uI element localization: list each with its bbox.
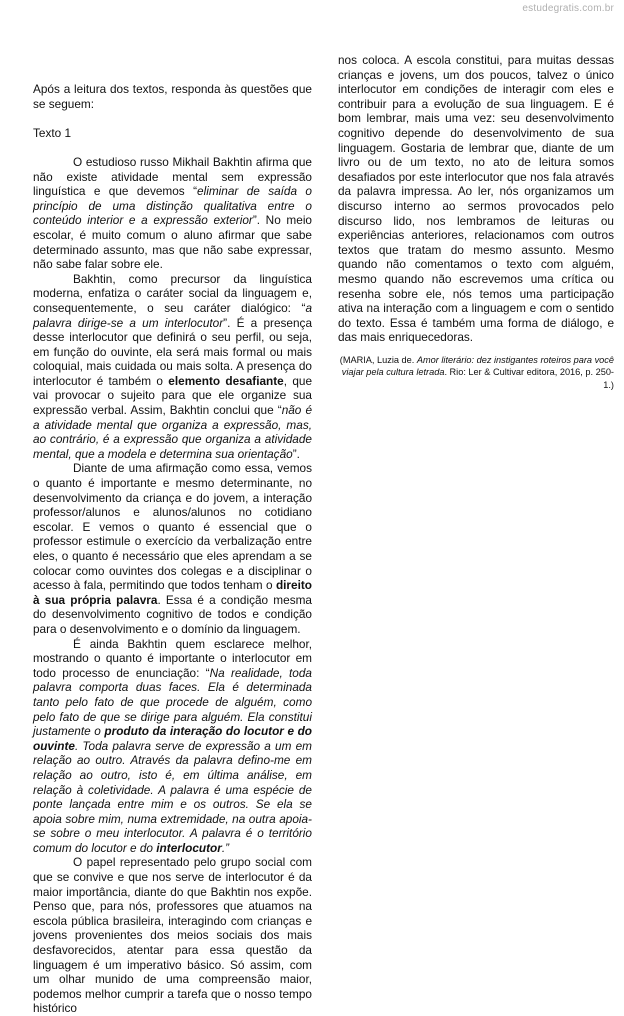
paragraph-2 [33, 272, 312, 462]
text-run: ”. É a presença desse interlocutor que definirá o seu perfil, ou seja, em função do ouvinte, ela será mais formal ou mais coloquial, mais cuidada ou mais solta. A presença do interlocutor é também o [33, 315, 312, 388]
text-run: O papel representado pelo grupo social com que se convive e que nos serve de interlocutor é da maior importância, diante do que Bakhtin nos expõe. Penso que, para nós, professores que atuamos na escola pública brasileira, interagindo com crianças e jovens provenientes dos meios sociais dos mais desfavorecidos, atentar para essa questão da linguagem é um imperativo básico. Só assim, com um olhar munido de uma compreensão maior, podemos melhor cumprir a tarefa que o nosso tempo histórico [33, 855, 312, 1016]
site-watermark: estudegratis.com.br [522, 3, 614, 14]
text-run: Amor literário: dez instigantes roteiros para você viajar pela cultura letrada [341, 354, 614, 378]
text-run: ”. No meio escolar, é muito comum o aluno afirmar que sabe determinado assunto, mas que não sabe expressar, não sabe falar sobre ele. [33, 213, 312, 272]
paragraph-5 [33, 855, 312, 1016]
text-run: O estudioso russo Mikhail Bakhtin afirma que não existe atividade mental sem expressão linguística e que devemos “ [33, 154, 312, 199]
right-column [338, 53, 614, 392]
text-run: ”. [292, 446, 300, 461]
instructions-text: Após a leitura dos textos, responda às questões que se seguem: [33, 82, 312, 111]
text-run: eliminar de saída o princípio de uma distinção qualitativa entre o conteúdo interior e a expressão exterior [33, 184, 312, 228]
text-run: . Toda palavra serve de expressão a um em relação ao outro. Através da palavra defino-me em relação ao outro, isto é, em última análise, em relação à coletividade. A palavra é uma espécie de ponte lançada entre mim e os outros. Se ela se apoia sobre mim, numa extremidade, na outra apoia-se sobre o meu interlocutor. A palavra é o território comum do locutor e do [33, 738, 312, 855]
text-run: a palavra dirige-se a um interlocutor [33, 300, 312, 330]
text-run: não é a atividade mental que organiza a expressão, mas, ao contrário, é a expressão que organiza a atividade mental, que a modela e determina sua orientação [33, 403, 313, 461]
text-title: Texto 1 [33, 125, 72, 140]
paragraph-3 [33, 461, 312, 636]
text-run: , que vai provocar o sujeito para que ele organize sua expressão verbal. Assim, Bakhtin conclui que “ [33, 373, 313, 418]
paragraph-1 [33, 155, 312, 272]
text-run: interlocutor [156, 840, 222, 855]
text-run: Diante de uma afirmação como essa, vemos o quanto é importante e mesmo determinante, no desenvolvimento da criança e do jovem, a interação professor/alunos e alunos/alunos no cotidiano escolar. E vemos o quanto é essencial que o professor estimule o exercício da verbalização entre eles, o quanto é necessário que eles aprendam a se colocar como ouvintes dos colegas e a disciplinar o acesso à fala, permitindo que todos tenham o [33, 461, 312, 593]
text-run: produto da interação do locutor e do ouvinte [33, 724, 312, 753]
paragraph-4 [33, 637, 312, 856]
text-run: direito à sua própria palavra [33, 578, 312, 607]
left-column [33, 53, 312, 1016]
paragraph-5-continued [338, 53, 614, 345]
blank-line [33, 140, 312, 155]
text-run: . Essa é a condição mesma do desenvolvimento cognitivo de todos e condição para o desenvolvimento e o domínio da linguagem. [33, 592, 312, 636]
text-run: . Rio: Ler & Cultivar editora, 2016, p. 250-1.) [444, 367, 614, 391]
text-run: Na realidade, toda palavra comporta duas faces. Ela é determinada tanto pelo fato de que procede de alguém, como pelo fato de que se dirige para alguém. Ela constitui justamente o [33, 665, 312, 739]
blank-line [33, 111, 312, 126]
bibliographic-reference [338, 354, 614, 392]
text-run: É ainda Bakhtin quem esclarece melhor, mostrando o quanto é importante o interlocutor em todo processo de enunciação: “ [33, 636, 312, 680]
text-run: (MARIA, Luzia de. [339, 354, 417, 365]
text-run: elemento desafiante [168, 373, 284, 388]
text-run: nos coloca. A escola constitui, para muitas dessas crianças e jovens, um dos poucos, talvez o único interlocutor em condições de interagir com eles e contribuir para a evolução de sua linguagem. E é bom lembrar, mais uma vez: seu desenvolvimento cognitivo depende do desenvolvimento de sua linguagem. Gostaria de lembrar que, diante de um livro ou de um texto, no ato de leitura somos desafiados por este interlocutor que nos fala através da palavra impressa. Ao ler, nós organizamos um discurso interno ao sermos provocados pelo discurso lido, nos lembramos de leituras ou experiências anteriores, relacionamos com outros textos que tratam do mesmo assunto. Mesmo quando não comentamos o texto com alguém, mesmo quando não escrevemos uma crítica ou resenha sobre ele, nós temos uma participação ativa na interação com a linguagem e com o sentido do texto. Essa é também uma forma de diálogo, e das mais enriquecedoras. [338, 53, 614, 345]
text-run: .” [221, 840, 230, 855]
text-run: Bakhtin, como precursor da linguística moderna, enfatiza o caráter social da linguagem e, consequentemente, o seu caráter dialógico: “ [33, 271, 312, 315]
